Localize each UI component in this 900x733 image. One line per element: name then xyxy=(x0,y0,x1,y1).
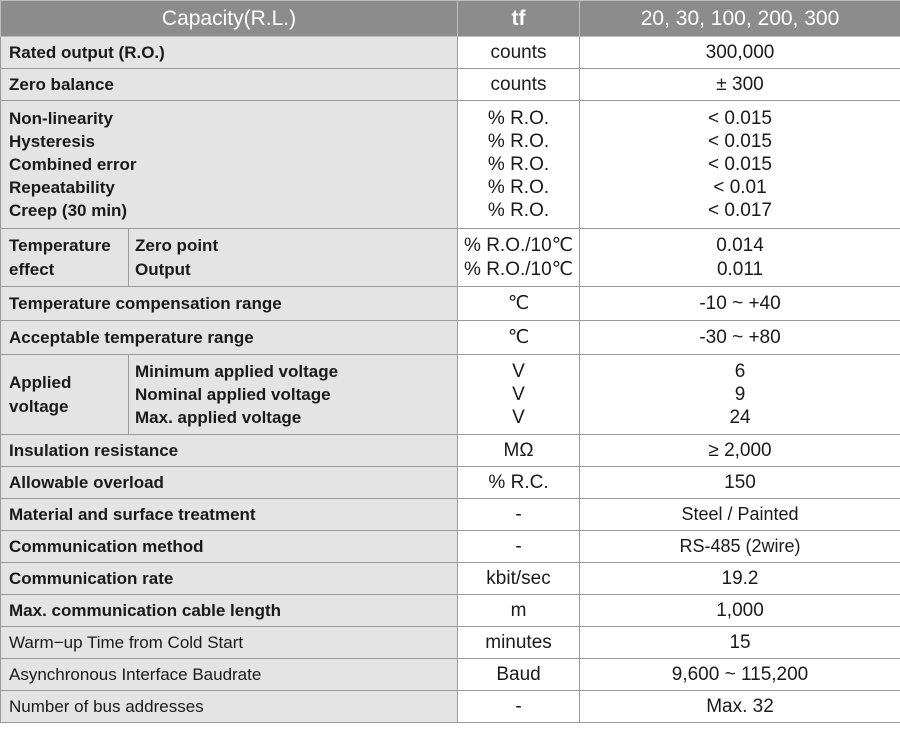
row-label: Repeatability xyxy=(9,178,115,197)
applied-voltage-group-label xyxy=(1,355,129,435)
row-value: < 0.015 xyxy=(708,154,772,175)
row-unit: ℃ xyxy=(458,321,580,355)
row-label: Rated output (R.O.) xyxy=(1,37,458,69)
header-row xyxy=(1,1,900,37)
table-row xyxy=(1,627,900,659)
row-unit: % R.O. xyxy=(487,154,550,175)
row-sublabel: Zero point xyxy=(135,235,219,255)
row-unit: % R.O./10℃ xyxy=(464,234,573,256)
temperature-effect-group-label xyxy=(1,229,129,287)
row-unit: % R.O. xyxy=(487,177,550,198)
group-label-line: effect xyxy=(9,259,55,279)
temperature-effect-row xyxy=(1,229,900,287)
row-unit: - xyxy=(458,531,580,563)
row-unit: - xyxy=(458,499,580,531)
row-value: -10 ~ +40 xyxy=(580,287,900,321)
row-unit: ℃ xyxy=(458,287,580,321)
table-row xyxy=(1,287,900,321)
accuracy-values xyxy=(580,101,900,229)
temperature-effect-values xyxy=(580,229,900,287)
row-label: Acceptable temperature range xyxy=(1,321,458,355)
accuracy-units xyxy=(458,101,580,229)
table-row xyxy=(1,37,900,69)
row-unit: % R.O. xyxy=(487,108,550,129)
row-unit: % R.O. xyxy=(487,200,550,221)
row-unit: counts xyxy=(458,37,580,69)
row-value: 15 xyxy=(580,627,900,659)
applied-voltage-units xyxy=(458,355,580,435)
row-label: Temperature compensation range xyxy=(1,287,458,321)
row-label: Number of bus addresses xyxy=(1,691,458,723)
row-sublabel: Output xyxy=(135,259,191,279)
row-sublabel: Nominal applied voltage xyxy=(135,385,331,404)
row-value: 0.014 xyxy=(716,234,764,256)
table-row xyxy=(1,563,900,595)
row-value: -30 ~ +80 xyxy=(580,321,900,355)
group-label-line: Applied xyxy=(9,372,72,392)
table-row xyxy=(1,467,900,499)
table-row xyxy=(1,69,900,101)
applied-voltage-sublabels xyxy=(129,355,458,435)
table-row xyxy=(1,691,900,723)
row-label: Zero balance xyxy=(1,69,458,101)
row-value: 24 xyxy=(729,407,751,428)
row-label: Non-linearity xyxy=(9,109,113,128)
row-value: RS-485 (2wire) xyxy=(580,531,900,563)
table-row xyxy=(1,659,900,691)
applied-voltage-values xyxy=(580,355,900,435)
row-label: Max. communication cable length xyxy=(1,595,458,627)
row-value: ± 300 xyxy=(580,69,900,101)
table-row xyxy=(1,321,900,355)
table-row xyxy=(1,595,900,627)
unit-header: tf xyxy=(458,1,580,37)
row-value: < 0.01 xyxy=(713,177,767,198)
row-value: 150 xyxy=(580,467,900,499)
row-value: < 0.015 xyxy=(708,108,772,129)
table-row xyxy=(1,435,900,467)
row-value: < 0.017 xyxy=(708,200,772,221)
temperature-effect-sublabels xyxy=(129,229,458,287)
row-unit: m xyxy=(458,595,580,627)
row-value: 300,000 xyxy=(580,37,900,69)
row-label: Material and surface treatment xyxy=(1,499,458,531)
row-value: 19.2 xyxy=(580,563,900,595)
row-unit: V xyxy=(512,407,525,428)
row-value: 0.011 xyxy=(716,258,764,280)
row-unit: - xyxy=(458,691,580,723)
row-value: < 0.015 xyxy=(708,131,772,152)
row-label: Combined error xyxy=(9,155,137,174)
row-label: Communication method xyxy=(1,531,458,563)
row-sublabel: Max. applied voltage xyxy=(135,408,302,427)
row-sublabel: Minimum applied voltage xyxy=(135,362,339,381)
group-label-line: voltage xyxy=(9,396,69,416)
table-row xyxy=(1,531,900,563)
row-value: 1,000 xyxy=(580,595,900,627)
row-unit: V xyxy=(512,384,525,405)
row-label: Asynchronous Interface Baudrate xyxy=(1,659,458,691)
row-label: Allowable overload xyxy=(1,467,458,499)
group-label-line: Temperature xyxy=(9,235,111,255)
row-unit: % R.O. xyxy=(487,131,550,152)
row-label: Hysteresis xyxy=(9,132,96,151)
row-unit: V xyxy=(512,361,525,382)
row-value: 9 xyxy=(734,384,746,405)
row-unit: % R.C. xyxy=(458,467,580,499)
row-value: ≥ 2,000 xyxy=(580,435,900,467)
accuracy-labels xyxy=(1,101,458,229)
row-unit: MΩ xyxy=(458,435,580,467)
capacity-header: Capacity(R.L.) xyxy=(1,1,458,37)
row-unit: Baud xyxy=(458,659,580,691)
row-unit: % R.O./10℃ xyxy=(464,258,573,280)
row-label: Insulation resistance xyxy=(1,435,458,467)
row-label: Warm−up Time from Cold Start xyxy=(1,627,458,659)
row-unit: counts xyxy=(458,69,580,101)
row-unit: minutes xyxy=(458,627,580,659)
row-value: 6 xyxy=(734,361,746,382)
row-label: Communication rate xyxy=(1,563,458,595)
temperature-effect-units xyxy=(458,229,580,287)
applied-voltage-row xyxy=(1,355,900,435)
row-label: Creep (30 min) xyxy=(9,201,128,220)
row-unit: kbit/sec xyxy=(458,563,580,595)
accuracy-row xyxy=(1,101,900,229)
row-value: Steel / Painted xyxy=(580,499,900,531)
value-header: 20, 30, 100, 200, 300 xyxy=(580,1,900,37)
row-value: 9,600 ~ 115,200 xyxy=(580,659,900,691)
table-row xyxy=(1,499,900,531)
row-value: Max. 32 xyxy=(580,691,900,723)
